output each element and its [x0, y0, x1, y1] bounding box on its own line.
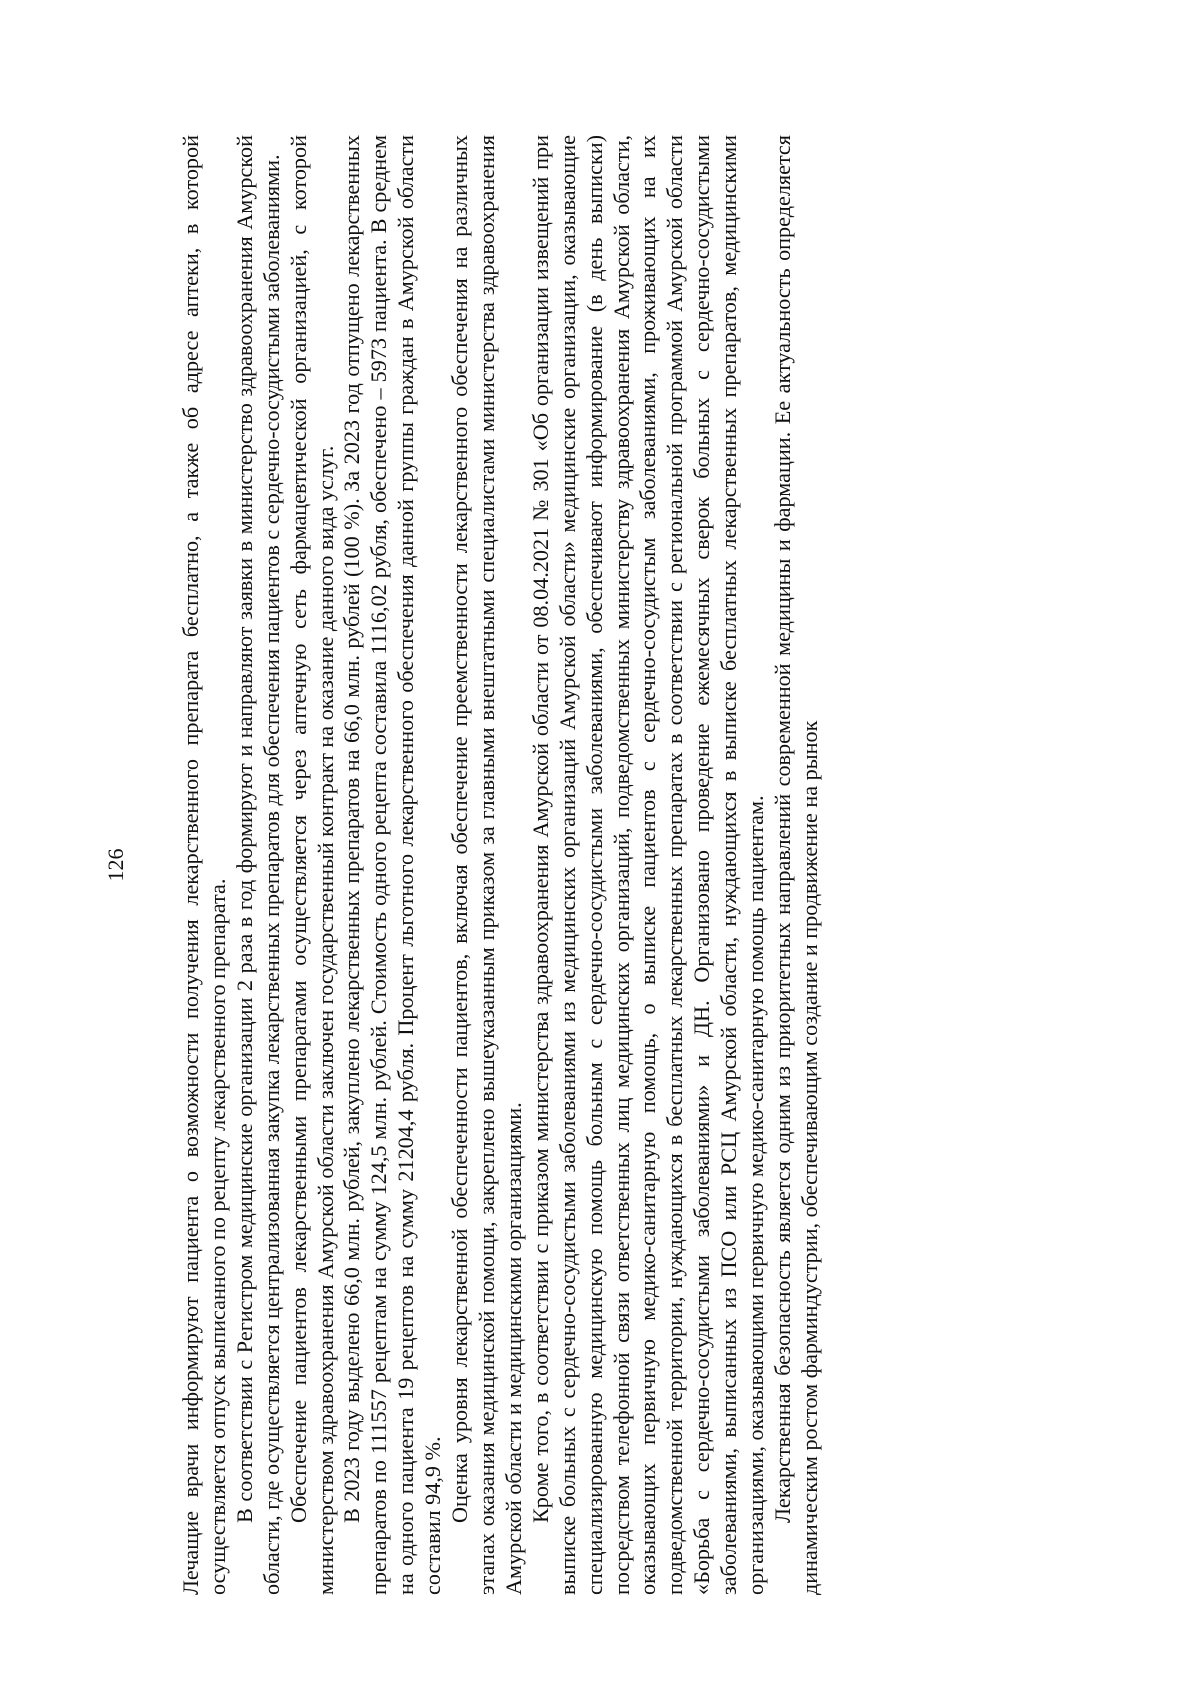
- paragraph-7: Лекарственная безопасность является одним из приоритетных направлений современной медицины и фармации. Ее актуальность определяется динамическим ростом фарминдустрии, обеспечивающим создание и продвижение на рынок: [769, 135, 822, 1595]
- paragraph-5: Оценка уровня лекарственной обеспеченности пациентов, включая обеспечение преемственности лекарственного обеспечения на различных этапах оказания медицинской помощи, закреплено вышеуказанным приказом за главными внештатными специалистами министерства здравоохранения Амурской области и медицинскими организациями.: [447, 135, 526, 1595]
- paragraph-6: Кроме того, в соответствии с приказом министерства здравоохранения Амурской области от 08.04.2021 № 301 «Об организации извещений при выписке больных с сердечно-сосудистыми заболеваниями из медицинских организаций Амурской области» медицинские организации, оказывающие специализированную медицинскую помощь больным с сердечно-сосудистыми заболеваниями, обеспечивают информирование (в день выписки) посредством телефонной связи ответственных лиц медицинских организаций, подведомственных министерству здравоохранения Амурской области, оказывающих первичную медико-санитарную помощь, о выписке пациентов с сердечно-сосудистым заболеваниями, проживающих на их подведомственной территории, нуждающихся в бесплатных лекарственных препаратах в соответствии с региональной программой Амурской области «Борьба с сердечно-сосудистыми заболеваниями» и ДН. Организовано проведение ежемесячных сверок больных с сердечно-сосудистыми заболеваниями, выписанных из ПСО или РСЦ Амурской области, нуждающихся в выписке бесплатных лекарственных препаратов, медицинскими организациями, оказывающими первичную медико-санитарную помощь пациентам.: [527, 135, 769, 1595]
- rotated-page: [103, 135, 1038, 1595]
- paragraph-2: В соответствии с Регистром медицинские организации 2 раза в год формируют и направляют заявки в министерство здравоохранения Амурской области, где осуществляется централизованная закупка лекарственных препаратов для обеспечения пациентов с сердечно-сосудистыми заболеваниями.: [231, 135, 284, 1595]
- paragraph-4: В 2023 году выделено 66,0 млн. рублей, закуплено лекарственных препаратов на 66,0 млн. рублей (100 %). За 2023 год отпущено лекарственных препаратов по 111557 рецептам на сумму 124,5 млн. рублей. Стоимость одного рецепта составила 1116,02 рубля, обеспечено – 5973 пациента. В среднем на одного пациента 19 рецептов на сумму 21204,4 рубля. Процент льготного лекарственного обеспечения данной группы граждан в Амурской области составил 94,9 %.: [339, 135, 446, 1595]
- paragraph-3: Обеспечение пациентов лекарственными препаратами осуществляется через аптечную сеть фармацевтической организацией, с которой министерством здравоохранения Амурской области заключен государственный контракт на оказание данного вида услуг.: [285, 135, 338, 1595]
- page-number: 126: [103, 848, 128, 882]
- paragraph-1: Лечащие врачи информируют пациента о возможности получения лекарственного препарата бесплатно, а также об адресе аптеки, в которой осуществляется отпуск выписанного по рецепту лекарственного препарата.: [178, 135, 230, 1595]
- document-body: [178, 135, 824, 1595]
